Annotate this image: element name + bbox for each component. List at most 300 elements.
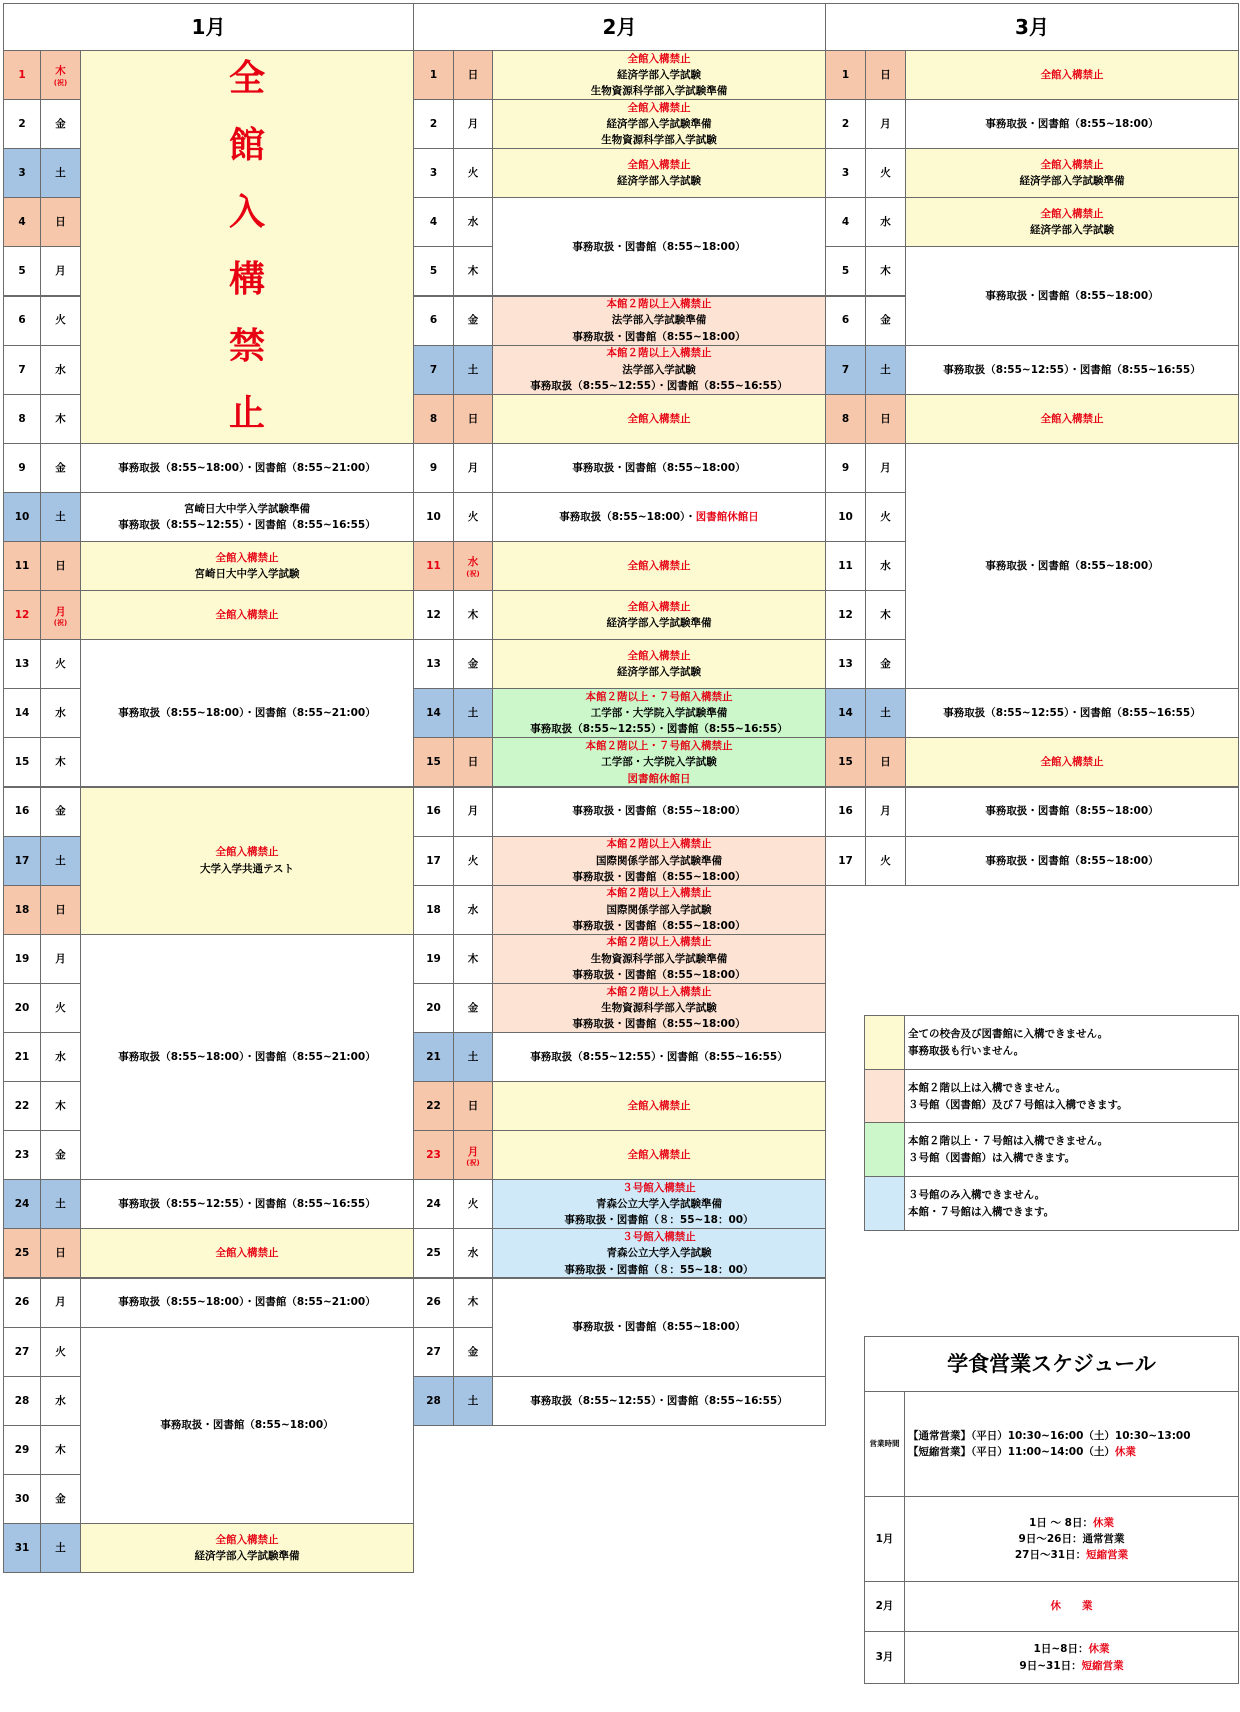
schedule-lines: [985, 288, 1158, 304]
weekday: [865, 296, 906, 346]
weekday-box: [468, 362, 479, 378]
schedule-line: 本館２階以上入構禁止: [606, 838, 712, 851]
day-number-text: 2: [429, 118, 438, 130]
day-number-text: 10: [838, 510, 853, 523]
schedule-lines: [530, 689, 787, 738]
schedule-line: 事務取扱・図書館（8:55~18:00）: [985, 805, 1159, 818]
schedule-cell: [80, 639, 414, 787]
weekday: [453, 885, 493, 935]
weekday: [40, 99, 81, 149]
day-number: [413, 1278, 454, 1328]
weekday: [865, 836, 906, 886]
weekday: [40, 1327, 81, 1377]
schedule-cell: [492, 737, 826, 787]
month-title: 2月: [602, 14, 637, 39]
day-number: [413, 541, 454, 591]
weekday-box: [468, 951, 479, 967]
day-number: [3, 934, 41, 984]
day-number-text: 1: [841, 68, 850, 81]
holiday-mark: (祝): [466, 1158, 480, 1167]
schedule-line: 全館入構禁止: [215, 551, 279, 564]
schedule-cell: [492, 1130, 826, 1180]
schedule-cell: [80, 1523, 414, 1573]
weekday-box: [55, 411, 66, 427]
weekday-box: [54, 604, 67, 627]
day-number: [3, 1425, 41, 1475]
day-number-text: 24: [14, 1198, 30, 1211]
day-number-text: 27: [426, 1345, 441, 1358]
schedule-line: 事務取扱（8:55~18:00）・図書館（8:55~21:00）: [118, 461, 376, 474]
weekday: [40, 197, 81, 247]
day-number: [3, 541, 41, 591]
day-number-text: 6: [429, 314, 438, 327]
schedule-lines: [530, 1393, 787, 1409]
day-number-text: 7: [841, 363, 850, 376]
day-number: [3, 1327, 41, 1377]
schedule-cell: [492, 394, 826, 444]
cafeteria-month-text: 2月: [875, 1600, 894, 1613]
schedule-line: 事務取扱・図書館（8:55~18:00）: [572, 1018, 746, 1031]
day-number-text: 10: [426, 510, 441, 523]
day-number: [825, 541, 866, 591]
weekday-text: 火: [467, 854, 479, 867]
weekday-text: 日: [467, 68, 479, 81]
weekday: [865, 394, 906, 444]
weekday-text: 金: [467, 658, 479, 671]
legend-line: 本館２階以上は入構できません。: [908, 1082, 1067, 1095]
weekday-box: [880, 116, 891, 132]
schedule-lines: [628, 411, 691, 427]
schedule-lines: [1041, 411, 1104, 427]
schedule-lines: [591, 51, 728, 100]
day-number: [413, 1130, 454, 1180]
schedule-lines: [195, 550, 300, 583]
weekday-text: 水: [467, 903, 479, 916]
schedule-lines: [943, 362, 1200, 378]
day-number: [413, 1228, 454, 1278]
weekday-box: [880, 558, 891, 574]
schedule-line: 全館入構禁止: [215, 1247, 279, 1260]
day-number-text: 15: [426, 756, 441, 769]
weekday-box: [468, 656, 479, 672]
weekday-box: [468, 1344, 479, 1360]
weekday-box: [466, 1144, 479, 1167]
weekday-box: [55, 214, 66, 230]
day-number: [3, 1376, 41, 1426]
day-number: [3, 50, 41, 100]
day-number: [413, 983, 454, 1033]
weekday-box: [468, 312, 479, 328]
weekday-text: 土: [467, 707, 479, 720]
weekday-text: 金: [55, 1149, 66, 1162]
day-number: [3, 737, 41, 787]
schedule-line: 事務取扱（8:55~12:55）・図書館（8:55~16:55）: [118, 518, 376, 531]
weekday: [453, 737, 493, 787]
cafeteria-segment: 休業: [1088, 1643, 1110, 1656]
schedule-line: 全館入構禁止: [215, 1533, 279, 1546]
day-number: [413, 688, 454, 738]
day-number-text: 3: [429, 167, 438, 180]
day-number-text: 6: [841, 314, 850, 327]
schedule-cell: [80, 1278, 414, 1328]
schedule-line: 禁: [228, 325, 265, 367]
schedule-lines: [160, 1417, 333, 1433]
weekday-text: 土: [880, 363, 891, 376]
weekday-box: [55, 754, 66, 770]
weekday-text: 火: [467, 510, 479, 523]
schedule-cell: [492, 639, 826, 689]
legend-lines: [908, 1080, 1128, 1113]
weekday-text: 土: [467, 1394, 479, 1407]
schedule-line: 事務取扱・図書館（8:55~18:00）: [985, 854, 1159, 867]
schedule-line: 入: [228, 191, 265, 233]
day-number-text: 30: [14, 1492, 30, 1505]
weekday-text: 土: [55, 167, 66, 180]
legend-swatch: [864, 1122, 905, 1177]
schedule-lines: [586, 738, 733, 787]
cafeteria-month-text: 1月: [875, 1532, 894, 1545]
weekday-box: [55, 902, 66, 918]
day-number: [3, 885, 41, 935]
weekday-box: [880, 607, 891, 623]
weekday: [865, 99, 906, 149]
schedule-cell: [80, 590, 414, 640]
day-number: [413, 148, 454, 198]
schedule-line: 全館入構禁止: [627, 412, 691, 425]
weekday-box: [55, 1344, 66, 1360]
weekday: [40, 1523, 81, 1573]
schedule-cell: [905, 345, 1239, 395]
schedule-cell: [492, 787, 826, 837]
schedule-lines: [118, 1196, 375, 1212]
schedule-line: 全館入構禁止: [627, 559, 691, 572]
weekday: [40, 1425, 81, 1475]
weekday: [40, 1032, 81, 1082]
schedule-line: 事務取扱・図書館（8:55~18:00）: [572, 461, 746, 474]
schedule-line: 事務取扱・図書館（8:55~18:00）: [572, 968, 746, 981]
day-number: [825, 492, 866, 542]
day-number-text: 13: [14, 658, 30, 671]
schedule-line: 事務取扱・図書館（8:55~18:00）: [572, 919, 746, 932]
schedule-lines: [1041, 67, 1104, 83]
month-header-feb: [413, 3, 826, 51]
weekday-text: 日: [880, 412, 891, 425]
day-number-text: 29: [14, 1443, 30, 1456]
day-number: [3, 148, 41, 198]
weekday-text: 金: [55, 805, 66, 818]
schedule-line: 経済学部入学試験: [617, 68, 701, 81]
schedule-line: 大学入学共通テスト: [199, 862, 295, 875]
day-number: [413, 246, 454, 296]
day-number: [3, 345, 41, 395]
hours-label-text: 営業時間: [869, 1439, 900, 1449]
weekday-text: 木: [467, 609, 479, 621]
weekday-box: [468, 705, 479, 721]
weekday-box: [55, 1196, 66, 1212]
weekday-text: 日: [467, 756, 479, 769]
schedule-line: 全館入構禁止: [627, 649, 691, 662]
schedule-cell: [492, 983, 826, 1033]
schedule-cell: [492, 688, 826, 738]
schedule-line: 全館入構禁止: [627, 1149, 691, 1162]
day-number: [825, 787, 866, 837]
weekday: [453, 1376, 493, 1426]
weekday: [40, 50, 81, 100]
schedule-cell: [905, 737, 1239, 787]
day-number-text: 18: [426, 903, 441, 916]
schedule-line: 全館入構禁止: [627, 101, 691, 114]
hours-lines: [908, 1428, 1191, 1461]
day-number-text: 18: [14, 903, 30, 916]
schedule-cell: [492, 197, 826, 296]
schedule-line: 事務取扱（8:55~12:55）・図書館（8:55~16:55）: [530, 379, 788, 392]
weekday-box: [468, 1000, 479, 1016]
hours-segment: 【短縮営業】（平日）11:00~14:00（土）: [908, 1446, 1115, 1458]
weekday: [865, 688, 906, 738]
weekday-text: 木: [55, 412, 66, 425]
day-number: [413, 737, 454, 787]
day-number: [825, 197, 866, 247]
weekday: [453, 836, 493, 886]
legend-line: ３号館のみ入構できません。: [908, 1189, 1046, 1202]
weekday-text: 金: [55, 1492, 66, 1505]
weekday: [453, 1278, 493, 1328]
day-number-text: 4: [18, 216, 26, 229]
weekday: [40, 148, 81, 198]
day-number: [3, 983, 41, 1033]
weekday-box: [55, 1491, 66, 1507]
day-number: [3, 296, 41, 346]
schedule-line: 全館入構禁止: [215, 609, 279, 621]
weekday-box: [468, 1245, 479, 1261]
weekday-box: [55, 656, 66, 672]
cafeteria-line: [1019, 1658, 1123, 1674]
weekday: [40, 296, 81, 346]
schedule-cell: [492, 1376, 826, 1426]
schedule-cell: [492, 296, 826, 346]
schedule-cell: [80, 1327, 414, 1524]
schedule-line: 事務取扱（8:55~12:55）・図書館（8:55~16:55）: [530, 1050, 788, 1063]
weekday-box: [55, 1098, 66, 1114]
schedule-line: 法学部入学試験: [622, 363, 696, 376]
weekday-box: [55, 1393, 66, 1409]
schedule-cell: [492, 590, 826, 640]
weekday-text: 月: [55, 265, 66, 278]
weekday-text: 金: [467, 1001, 479, 1014]
day-number: [825, 50, 866, 100]
schedule-lines: [943, 705, 1200, 721]
weekday-text: 月: [467, 118, 479, 130]
weekday: [865, 639, 906, 689]
day-number: [413, 1327, 454, 1377]
weekday: [453, 787, 493, 837]
schedule-line: 全館入構禁止: [627, 158, 691, 171]
weekday-box: [880, 803, 891, 819]
day-number: [3, 492, 41, 542]
schedule-lines: [559, 509, 759, 525]
legend-lines: [908, 1133, 1108, 1166]
weekday: [40, 787, 81, 837]
schedule-line: 全館入構禁止: [1040, 68, 1104, 81]
weekday: [40, 1179, 81, 1229]
day-number-text: 7: [429, 363, 438, 376]
weekday-text: 月: [55, 605, 66, 618]
day-number: [413, 639, 454, 689]
weekday-text: 木: [880, 265, 891, 278]
schedule-segment: 図書館休館日: [695, 510, 759, 523]
schedule-line: 事務取扱（8:55~18:00）・図書館（8:55~21:00）: [118, 707, 376, 720]
schedule-line: 本館２階以上入構禁止: [606, 887, 712, 900]
weekday-box: [468, 116, 479, 132]
schedule-cell: [492, 50, 826, 100]
weekday-text: 火: [880, 854, 891, 867]
weekday: [865, 787, 906, 837]
schedule-line: 宮崎日大中学入学試験準備: [184, 502, 310, 515]
schedule-cell: [492, 1179, 826, 1229]
day-number-text: 15: [14, 756, 30, 769]
schedule-line: 経済学部入学試験準備: [1019, 175, 1125, 188]
schedule-cell: [492, 934, 826, 984]
weekday: [453, 934, 493, 984]
weekday-box: [468, 607, 479, 623]
day-number-text: 12: [14, 609, 30, 621]
weekday: [453, 1327, 493, 1377]
weekday-box: [468, 67, 479, 83]
cafeteria-hours: [904, 1391, 1239, 1497]
legend-text: [904, 1015, 1239, 1070]
day-number-text: 14: [426, 707, 441, 720]
weekday: [453, 1130, 493, 1180]
schedule-cell: [80, 934, 414, 1181]
day-number: [825, 296, 866, 346]
weekday-text: 金: [55, 461, 66, 474]
weekday: [40, 836, 81, 886]
schedule-line: ３号館入構禁止: [622, 1231, 696, 1244]
day-number: [413, 1376, 454, 1426]
hours-line: [908, 1444, 1191, 1460]
weekday: [40, 590, 81, 640]
day-number: [3, 197, 41, 247]
weekday-text: 水: [55, 707, 66, 720]
schedule-lines: [216, 1245, 279, 1261]
weekday-box: [880, 263, 891, 279]
weekday-text: 木: [55, 1100, 66, 1112]
day-number-text: 22: [426, 1100, 441, 1112]
day-number-text: 19: [14, 952, 30, 965]
weekday-text: 金: [467, 314, 479, 327]
cafeteria-segment: 1日 ～ 8日：: [1029, 1516, 1093, 1529]
day-number: [3, 394, 41, 444]
weekday-text: 月: [467, 461, 479, 474]
schedule-cell: [80, 541, 414, 591]
weekday-text: 火: [55, 314, 66, 327]
schedule-lines: [200, 844, 294, 877]
day-number-text: 3: [841, 167, 850, 180]
weekday-box: [880, 754, 891, 770]
schedule-cell: [492, 836, 826, 886]
day-number: [3, 639, 41, 689]
weekday: [865, 345, 906, 395]
schedule-line: 全館入構禁止: [627, 1100, 691, 1112]
day-number: [413, 99, 454, 149]
holiday-mark: (祝): [53, 618, 68, 627]
legend-swatch: [864, 1015, 905, 1070]
weekday-text: 火: [55, 658, 66, 671]
schedule-line: 国際関係学部入学試験準備: [596, 854, 722, 867]
schedule-line: 事務取扱（8:55~18:00）・図書館（8:55~21:00）: [118, 1296, 376, 1309]
day-number-text: 27: [14, 1345, 30, 1358]
day-number: [3, 688, 41, 738]
weekday-box: [468, 1049, 479, 1065]
schedule-cell: [905, 836, 1239, 886]
day-number-text: 20: [14, 1001, 30, 1014]
schedule-cell: [492, 99, 826, 149]
cafeteria-month-schedule: [904, 1631, 1239, 1684]
weekday: [453, 541, 493, 591]
day-number: [825, 590, 866, 640]
schedule-lines: [572, 460, 745, 476]
weekday: [865, 492, 906, 542]
weekday: [40, 1130, 81, 1180]
weekday: [865, 148, 906, 198]
schedule-line: 事務取扱・図書館（8:55~18:00）: [572, 330, 746, 343]
schedule-lines: [572, 934, 745, 983]
cafeteria-segment: 9日~31日：: [1019, 1659, 1082, 1672]
day-number: [825, 246, 866, 296]
weekday-box: [55, 951, 66, 967]
day-number-text: 17: [426, 854, 441, 867]
day-number-text: 11: [426, 559, 441, 572]
weekday-text: 水: [55, 1050, 66, 1063]
legend-line: 本館・７号館は入構できます。: [908, 1205, 1055, 1218]
cafeteria-month-schedule: [904, 1496, 1239, 1582]
weekday-box: [55, 558, 66, 574]
schedule-cell: [905, 246, 1239, 345]
weekday-box: [880, 362, 891, 378]
schedule-cell: [905, 99, 1239, 149]
holiday-mark: (祝): [466, 569, 480, 578]
weekday-box: [55, 509, 66, 525]
schedule-line: 本館２階以上入構禁止: [606, 936, 712, 949]
weekday-text: 日: [55, 216, 66, 229]
schedule-line: 事務取扱（8:55~12:55）・図書館（8:55~16:55）: [943, 707, 1201, 720]
weekday: [453, 1032, 493, 1082]
legend-text: [904, 1176, 1239, 1231]
weekday-box: [55, 1245, 66, 1261]
schedule-lines: [628, 1147, 691, 1163]
schedule-lines: [118, 1294, 375, 1310]
legend-swatch: [864, 1176, 905, 1231]
weekday-box: [468, 803, 479, 819]
weekday: [40, 345, 81, 395]
schedule-line: 経済学部入学試験: [617, 666, 701, 679]
weekday: [40, 737, 81, 787]
schedule-cell: [905, 197, 1239, 247]
cafeteria-segment: 1日~8日：: [1033, 1643, 1089, 1656]
day-number-text: 16: [838, 805, 853, 818]
weekday-box: [468, 853, 479, 869]
day-number: [825, 443, 866, 493]
weekday-box: [55, 1442, 66, 1458]
schedule-lines: [1020, 157, 1125, 190]
schedule-line: 全館入構禁止: [1040, 208, 1104, 221]
schedule-line: 法学部入学試験準備: [611, 314, 707, 327]
schedule-line: 工学部・大学院入学試験準備: [590, 707, 728, 720]
schedule-line: 図書館休館日: [627, 772, 691, 785]
weekday-text: 日: [467, 1100, 479, 1112]
cafeteria-month-schedule: [904, 1581, 1239, 1632]
weekday-text: 土: [467, 1050, 479, 1063]
